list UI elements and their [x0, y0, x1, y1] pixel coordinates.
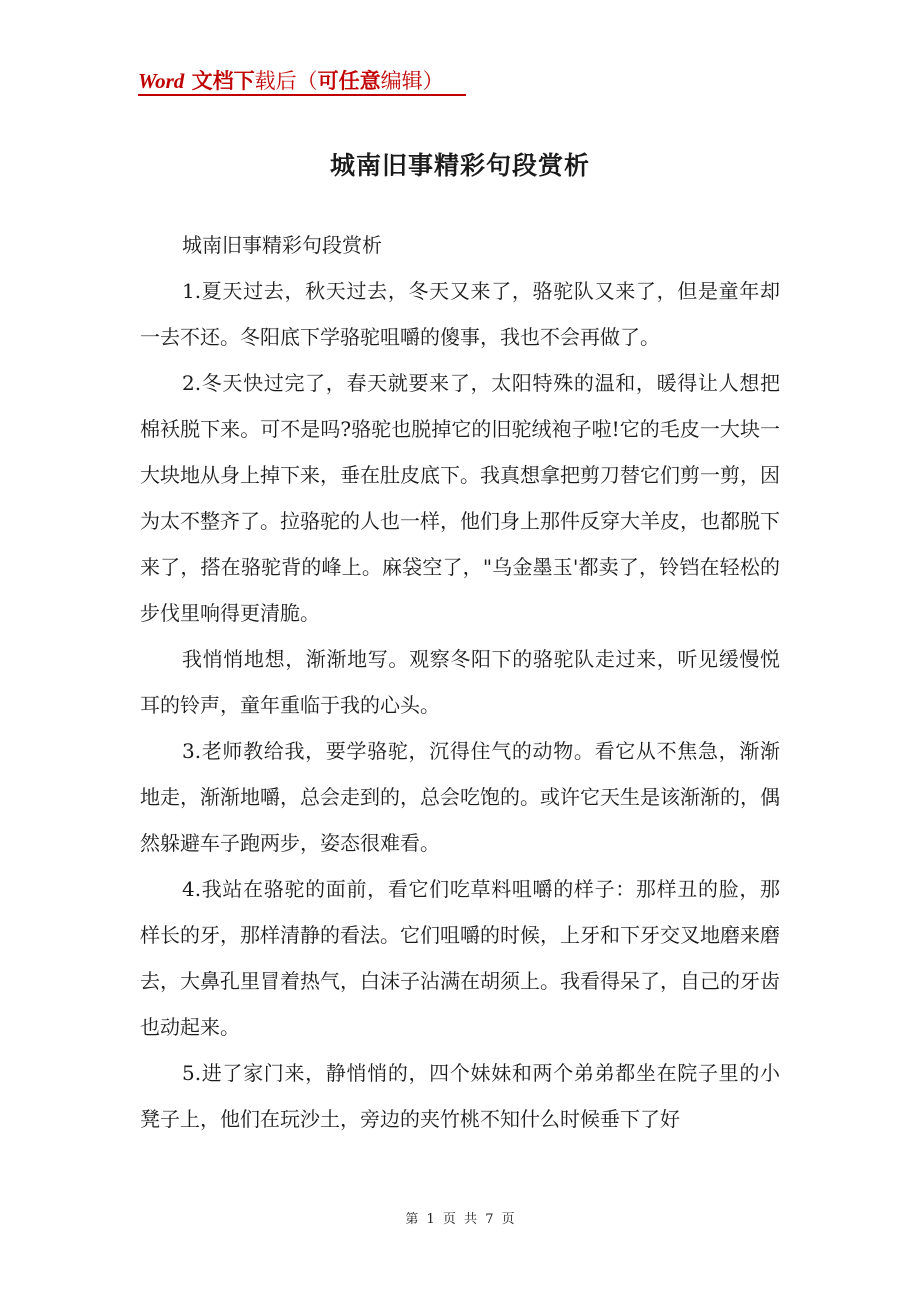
- paragraph: 我悄悄地想，渐渐地写。观察冬阳下的骆驼队走过来，听见缓慢悦耳的铃声，童年重临于我的心头。: [140, 647, 780, 717]
- paragraph: 2.冬天快过完了，春天就要来了，太阳特殊的温和，暖得让人想把棉袄脱下来。可不是吗?骆驼也脱掉它的旧驼绒袍子啦!它的毛皮一大块一大块地从身上掉下来，垂在肚皮底下。我真想拿把剪刀替它们剪一剪，因为太不整齐了。拉骆驼的人也一样，他们身上那件反穿大羊皮，也都脱下来了，搭在骆驼背的峰上。麻袋空了，"乌金墨玉'都卖了，铃铛在轻松的步伐里响得更清脆。: [140, 371, 780, 625]
- document-title: 城南旧事精彩句段赏析: [329, 151, 590, 180]
- banner-text-3: 可任意: [317, 68, 381, 93]
- paragraph: 3.老师教给我，要学骆驼，沉得住气的动物。看它从不焦急，渐渐地走，渐渐地嚼，总会走到的，总会吃饱的。或许它天生是该渐渐的，偶然躲避车子跑两步，姿态很难看。: [140, 739, 780, 855]
- paragraph: 城南旧事精彩句段赏析: [182, 233, 382, 257]
- paragraph: 5.进了家门来，静悄悄的，四个妹妹和两个弟弟都坐在院子里的小凳子上，他们在玩沙土，旁边的夹竹桃不知什么时候垂下了好: [140, 1061, 780, 1131]
- paragraph: 1.夏天过去，秋天过去，冬天又来了，骆驼队又来了，但是童年却一去不还。冬阳底下学骆驼咀嚼的傻事，我也不会再做了。: [140, 279, 780, 349]
- paragraph: 4.我站在骆驼的面前，看它们吃草料咀嚼的样子：那样丑的脸，那样长的牙，那样清静的看法。它们咀嚼的时候，上牙和下牙交叉地磨来磨去，大鼻孔里冒着热气，白沫子沾满在胡须上。我看得呆了，自己的牙齿也动起来。: [140, 877, 780, 1039]
- document-body: [140, 222, 780, 1142]
- banner-word: Word: [138, 69, 185, 93]
- page-footer: 第 1 页 共 7 页: [405, 1212, 515, 1227]
- banner-text-1: 文档下: [184, 68, 255, 93]
- banner-text-4: 编辑）: [380, 69, 444, 93]
- banner-underline: [138, 94, 466, 96]
- download-banner: [138, 66, 444, 96]
- banner-text-2: 载后（: [254, 69, 318, 93]
